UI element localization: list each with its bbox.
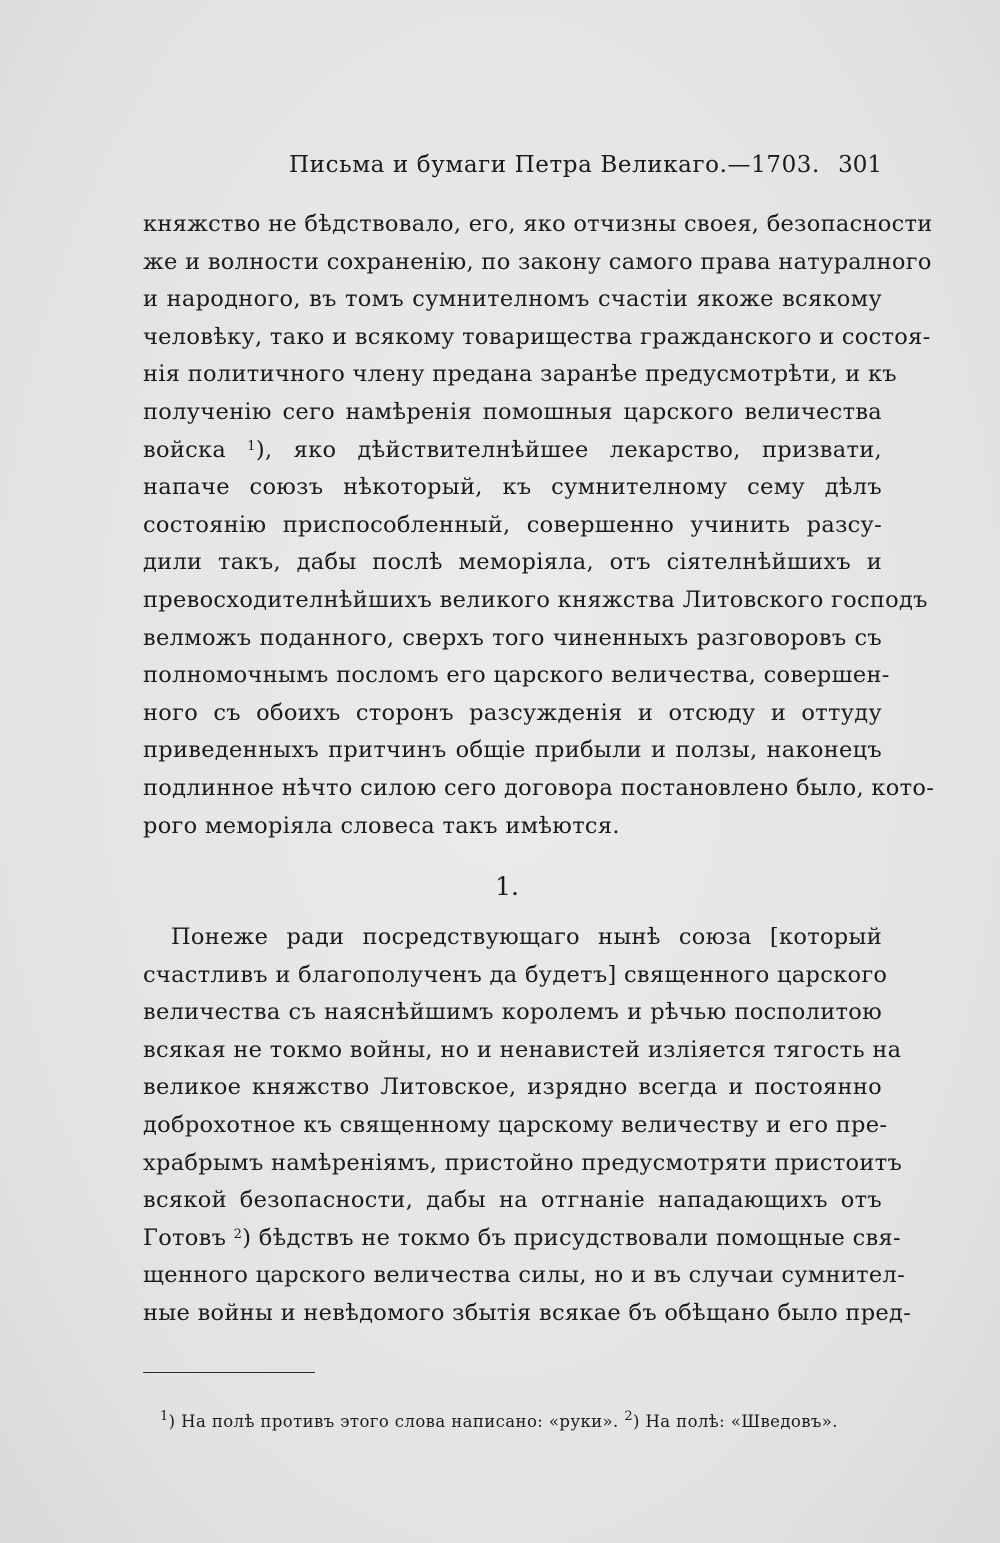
section-number: 1. (495, 872, 519, 901)
text-line: велможъ поданного, сверхъ того чиненныхъ разговоровъ съ (143, 624, 882, 651)
footnote-marker: 1 (160, 1409, 169, 1424)
text-line: приведенныхъ притчинъ общіе прибыли и ползы, наконецъ (143, 737, 882, 764)
text-line: княжство не бѣдствовало, его, яко отчизны своея, безопасности (143, 211, 933, 237)
text-line: человѣку, тако и всякому товарищества гражданского и состоя- (143, 323, 931, 350)
text-line: полномочнымъ посломъ его царского величества, совершен- (143, 662, 890, 689)
footnote-marker: 2 (233, 1226, 243, 1242)
text-line: Готовъ $^2$) бѣдствъ не токмо бъ присудствовали помощные свя- (143, 1224, 901, 1251)
text-line: великое княжство Литовское, изрядно всегда и постоянно (143, 1074, 882, 1101)
footnote: $^1$) На полѣ противъ этого слова написано: «руки». $^2$) На полѣ: «Шведовъ». (160, 1409, 838, 1431)
text-line: дили такъ, дабы послѣ меморіяла, отъ сіятелнѣйшихъ и (143, 549, 882, 576)
paragraph-2 (143, 919, 912, 1333)
text-line: состоянію приспособленный, совершенно учинить разсу- (143, 511, 882, 538)
footnote-marker: 2 (624, 1409, 634, 1424)
text-line: превосходителнѣйшихъ великого княжства Литовского господъ (143, 586, 928, 613)
text-line: доброхотное къ священному царскому величеству и его пре- (143, 1111, 888, 1138)
text-line: щенного царского величества силы, но и въ случаи сумнител- (143, 1262, 906, 1289)
text-line: полученію сего намѣренія помошныя царского величества (143, 398, 882, 425)
paragraph-1 (143, 206, 935, 845)
text-line: и народного, въ томъ сумнителномъ счастіи якоже всякому (143, 286, 882, 313)
text-line: Понеже ради посредствующаго нынѣ союза [который (171, 924, 882, 950)
text-line: храбрымъ намѣреніямъ, пристойно предусмотряти пристоитъ (143, 1149, 903, 1176)
text-line: всякой безопасности, дабы на отгнаніе нападающихъ отъ (143, 1187, 882, 1214)
text-line: напаче союзъ нѣкоторый, къ сумнителному сему дѣлъ (143, 474, 882, 501)
page-number: 301 (838, 152, 882, 178)
page-header (143, 152, 882, 192)
text-line: же и волности сохраненію, по закону самого права натуралного (143, 248, 932, 275)
running-head: Письма и бумаги Петра Великаго.—1703. (289, 152, 820, 178)
footnote-rule (143, 1372, 315, 1373)
text-line: подлинное нѣчто силою сего договора постановлено было, кото- (143, 774, 935, 801)
text-line: всякая не токмо войны, но и ненавистей изліяется тягость на (143, 1036, 902, 1063)
text-line: величества съ наяснѣйшимъ королемъ и рѣчью посполитою (143, 999, 882, 1026)
text-line: счастливъ и благополученъ да будетъ] священного царского (143, 961, 888, 988)
text-line: нія политичного члену предана заранѣе предусмотрѣти, и къ (143, 361, 897, 388)
text-line: рого меморіяла словеса такъ имѣются. (143, 812, 620, 839)
text-line: войска $^1$), яко дѣйствителнѣйшее лекарство, призвати, (143, 436, 882, 463)
text-line: ного съ обоихъ сторонъ разсужденія и отсюду и оттуду (143, 699, 882, 726)
footnote-marker: 1 (247, 438, 256, 454)
text-line: ные войны и невѣдомого збытія всякае бъ обѣщано было пред- (143, 1299, 912, 1326)
